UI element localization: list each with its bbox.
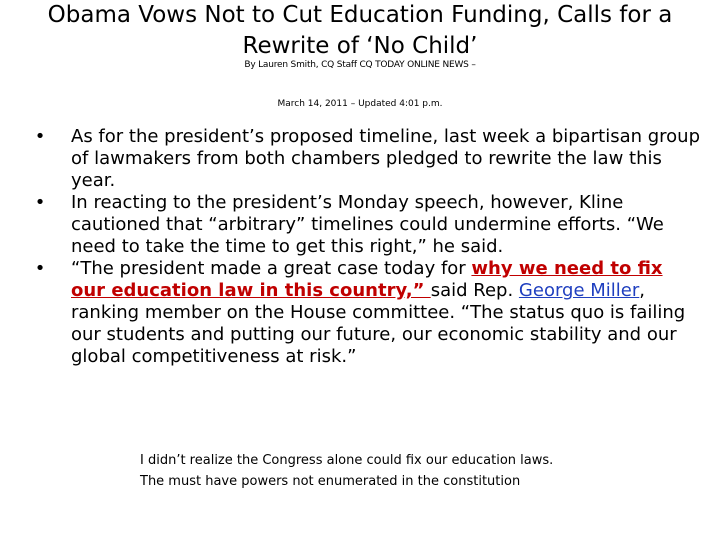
byline: By Lauren Smith, CQ Staff CQ TODAY ONLINE NEWS – xyxy=(244,60,476,70)
bullet-text-end: , ranking member on the House committee. “The status quo is failing our students and putting our future, our economic stability and our global competitiveness at risk.” xyxy=(71,280,686,367)
note-line-2: The must have powers not enumerated in the constitution xyxy=(140,474,521,489)
note-line-1: I didn’t realize the Congress alone could fix our education laws. xyxy=(140,453,554,468)
bullet-marker: • xyxy=(34,258,46,279)
bullet-text: In reacting to the president’s Monday speech, however, Kline cautioned that “arbitrary” timelines could undermine efforts. “We need to take the time to get this right,” he said. xyxy=(71,192,664,257)
dateline: March 14, 2011 – Updated 4:01 p.m. xyxy=(277,99,443,109)
page-title xyxy=(20,0,700,62)
bullet-item xyxy=(30,258,700,368)
bullet-list xyxy=(30,126,700,368)
bullet-text-start: “The president made a great case today for xyxy=(71,258,472,279)
title-line-1: Obama Vows Not to Cut Education Funding, Calls for a xyxy=(47,2,673,28)
title-line-2: Rewrite of ‘No Child’ xyxy=(242,33,478,59)
quote-link[interactable]: why we need to fix our education law in this country,” xyxy=(71,258,663,301)
bullet-text: As for the president’s proposed timeline, last week a bipartisan group of lawmakers from both chambers pledged to rewrite the law this year. xyxy=(71,126,701,191)
commentary-note xyxy=(140,450,680,492)
bullet-item xyxy=(30,192,700,258)
bullet-text-middle: said Rep. xyxy=(430,280,519,301)
bullet-marker: • xyxy=(34,192,46,213)
bullet-marker: • xyxy=(34,126,46,147)
bullet-item xyxy=(30,126,700,192)
george-miller-link[interactable]: George Miller xyxy=(518,280,640,301)
